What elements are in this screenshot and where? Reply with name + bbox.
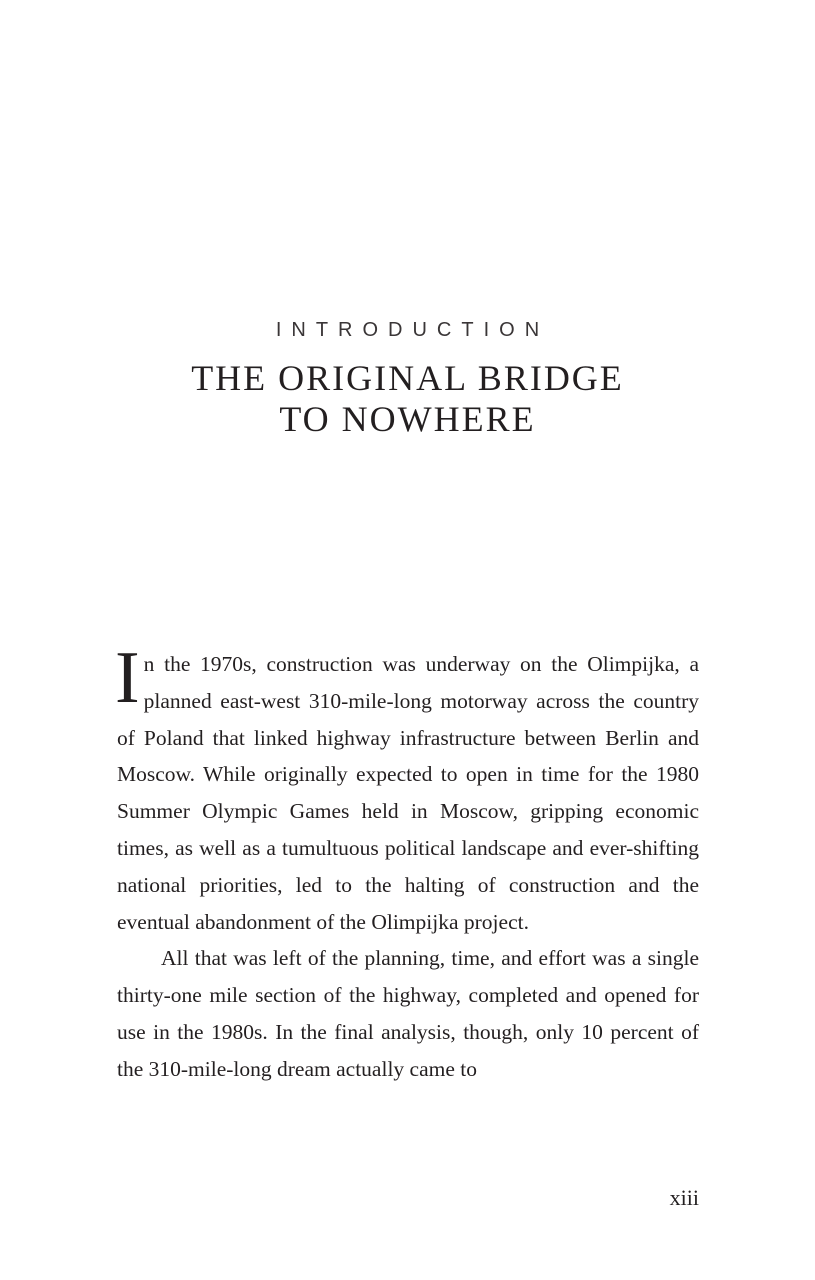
paragraph-1 bbox=[115, 637, 699, 940]
chapter-kicker: INTRODUCTION bbox=[275, 319, 550, 341]
page-number: xiii bbox=[669, 1185, 699, 1210]
paragraph-1-text: n the 1970s, construction was underway on the Olimpijka, a planned east-west 310-mile-long motorway across the country of Poland that linked highway infrastructure between Berlin and Moscow. While originally expected to open in time for the 1980 Summer Olympic Games held in Moscow, gripping economic times, as well as a tumultuous political landscape and ever-shifting national priorities, led to the halting of construction and the eventual abandonment of the Olimpijka project. bbox=[117, 652, 699, 934]
chapter-title-line-1: THE ORIGINAL BRIDGE bbox=[191, 358, 624, 398]
paragraph-2: All that was left of the planning, time, and effort was a single thirty-one mile section of the highway, completed and opened for use in the 1980s. In the final analysis, though, only 10 percent of the 310-mile-long dream actually came to bbox=[117, 946, 699, 1081]
chapter-title bbox=[0, 358, 815, 440]
body-text bbox=[115, 637, 699, 1088]
chapter-title-line-2: TO NOWHERE bbox=[279, 399, 536, 439]
drop-cap: I bbox=[115, 637, 140, 719]
